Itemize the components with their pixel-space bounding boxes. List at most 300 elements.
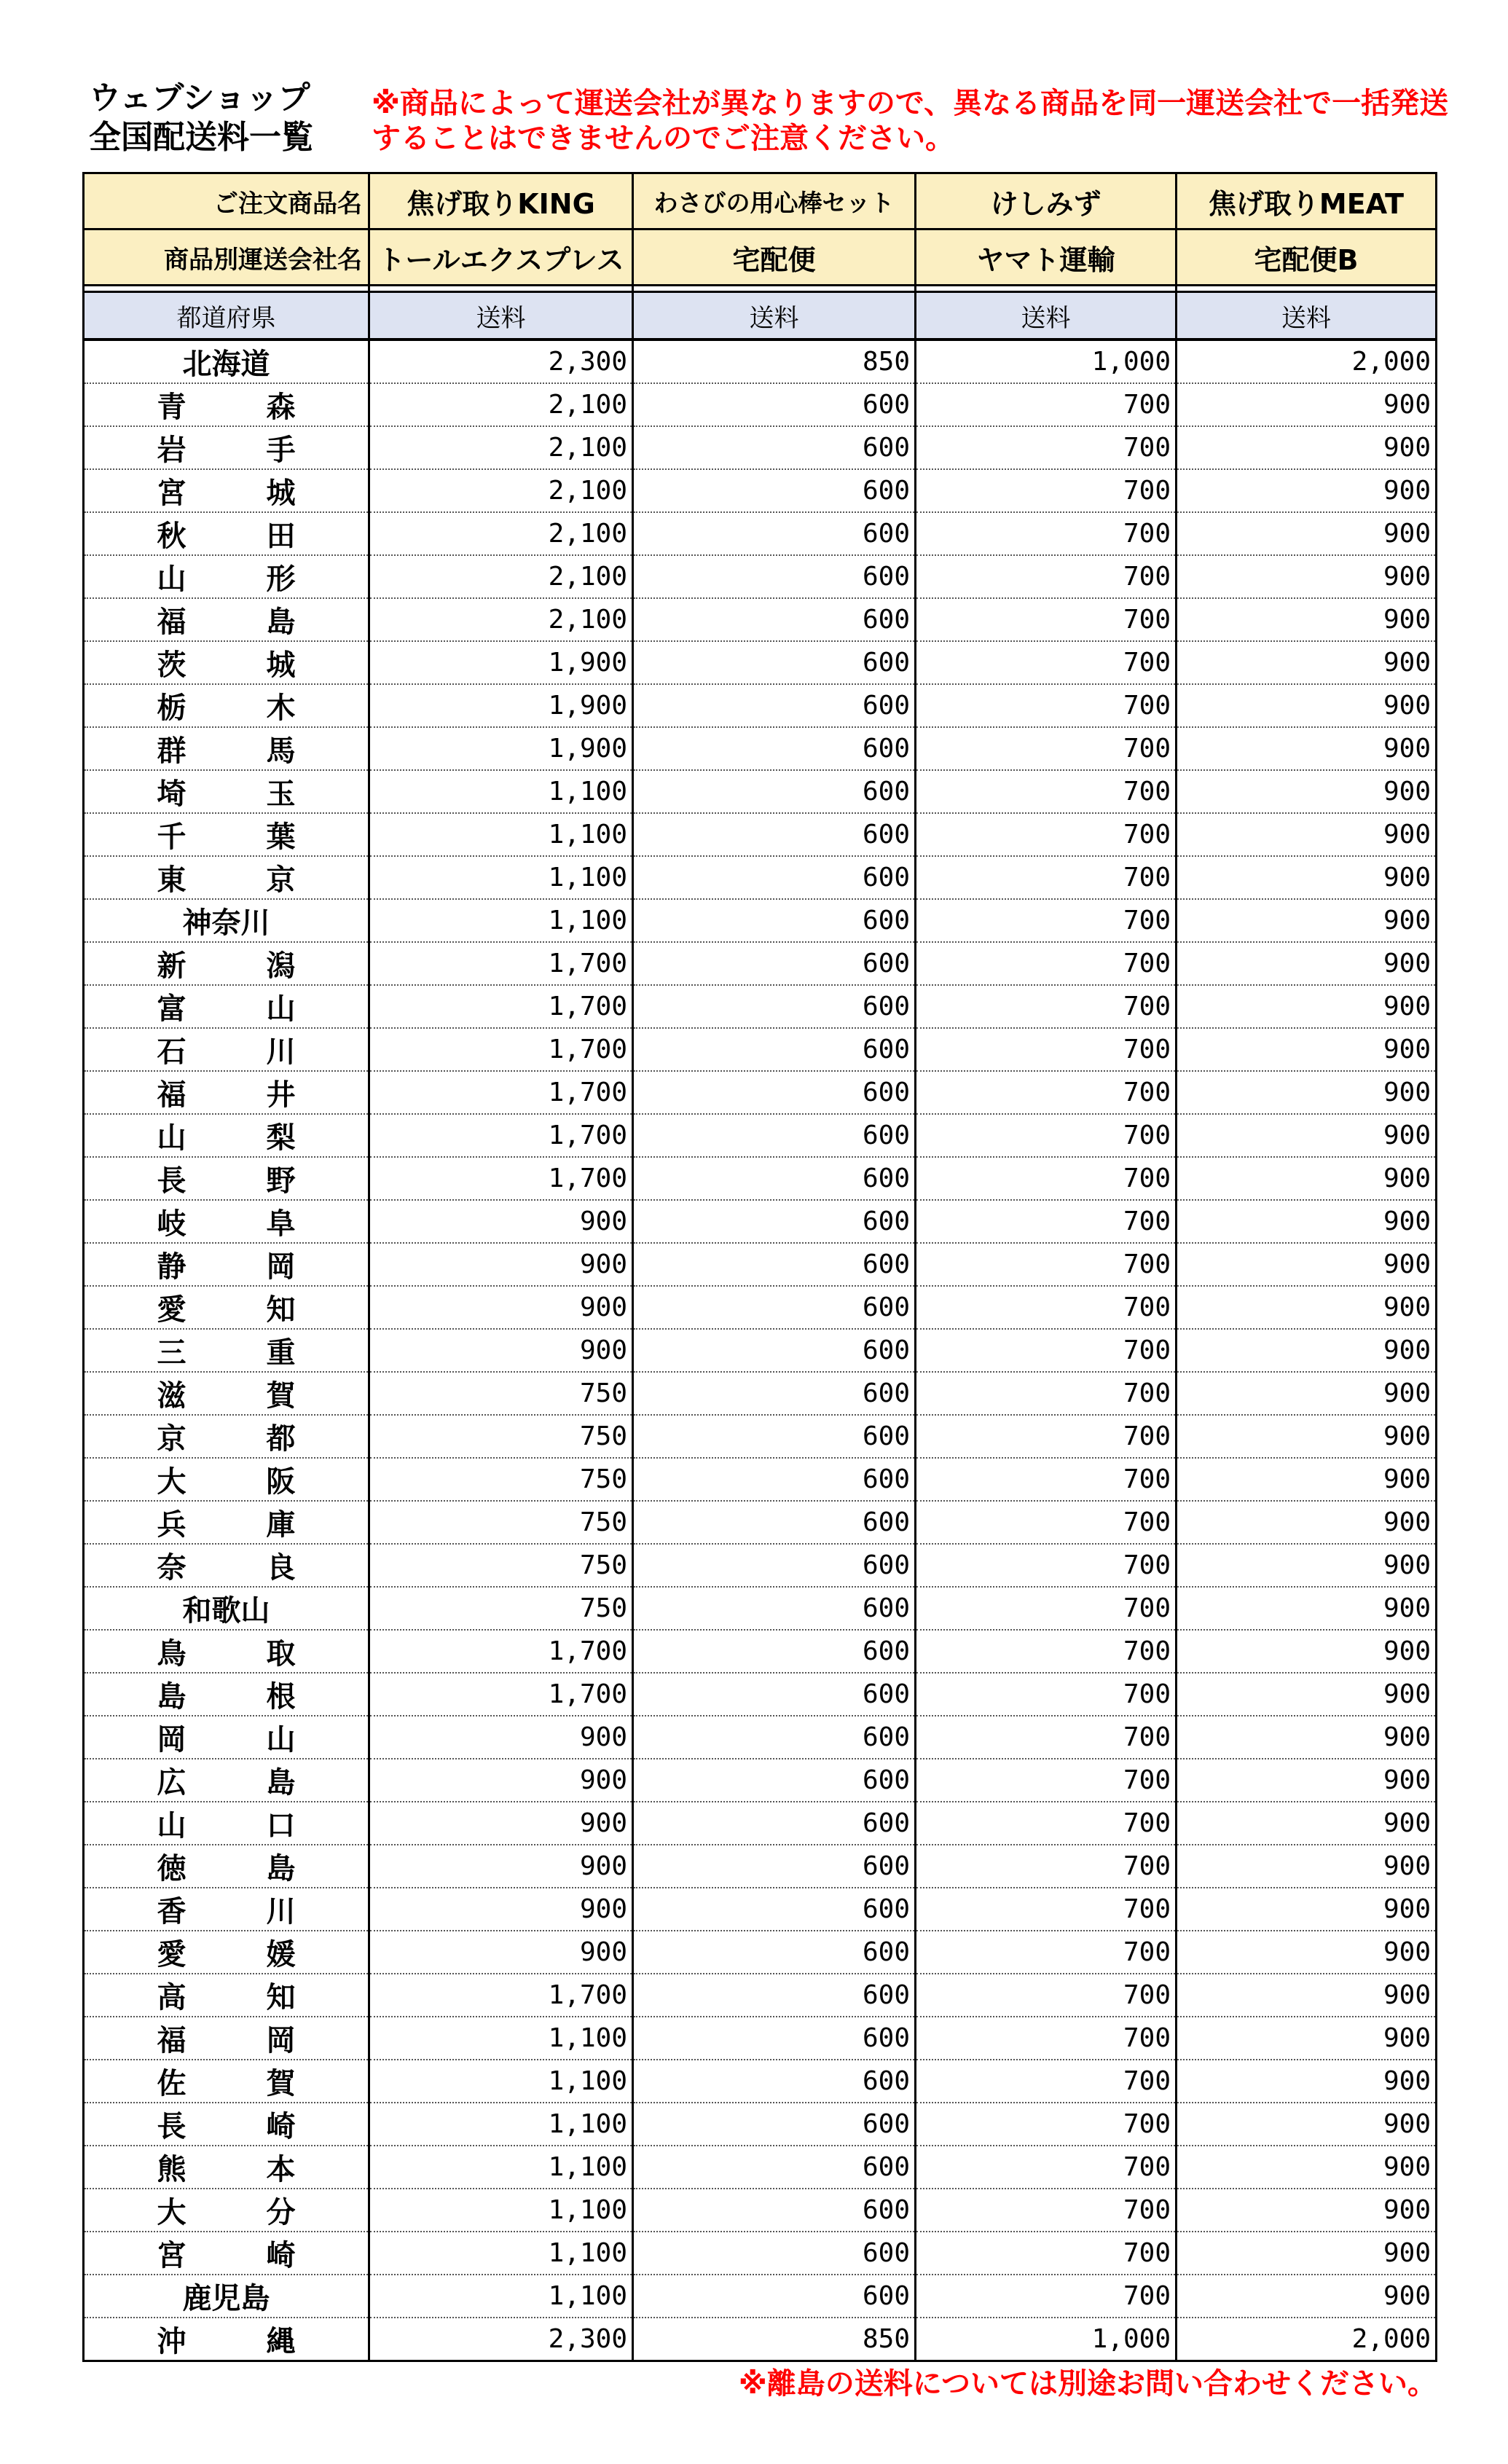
fee-cell: 900 <box>1177 1630 1437 1673</box>
fee-column-header: 送料 <box>1177 292 1437 340</box>
fee-cell: 700 <box>916 1759 1177 1802</box>
prefecture-name: 奈良 <box>157 1551 296 1585</box>
prefecture-name: 岩手 <box>157 433 296 467</box>
carrier-name: 宅配便 <box>633 229 916 286</box>
table-row <box>84 383 1437 426</box>
fee-cell: 1,100 <box>369 2232 633 2275</box>
fee-cell: 900 <box>369 1716 633 1759</box>
fee-cell: 900 <box>1177 942 1437 985</box>
fee-cell: 600 <box>633 684 916 727</box>
fee-cell: 600 <box>633 2189 916 2232</box>
header-gap <box>84 286 1437 292</box>
table-row <box>84 1157 1437 1200</box>
fee-cell: 700 <box>916 426 1177 469</box>
fee-cell: 900 <box>1177 1071 1437 1114</box>
fee-cell: 600 <box>633 426 916 469</box>
fee-cell: 900 <box>1177 598 1437 641</box>
fee-cell: 1,900 <box>369 641 633 684</box>
fee-cell: 600 <box>633 2103 916 2146</box>
prefecture-name: 福井 <box>157 1078 296 1112</box>
product-name: けしみず <box>916 173 1177 229</box>
prefecture-cell <box>84 555 369 598</box>
fee-cell: 600 <box>633 1716 916 1759</box>
fee-cell: 600 <box>633 1759 916 1802</box>
prefecture-name: 茨城 <box>157 648 296 682</box>
fee-cell: 600 <box>633 383 916 426</box>
page-title-line1: ウェブショップ <box>89 79 310 117</box>
fee-cell: 1,100 <box>369 2146 633 2189</box>
fee-cell: 700 <box>916 2060 1177 2103</box>
fee-cell: 850 <box>633 2318 916 2361</box>
table-row <box>84 2189 1437 2232</box>
prefecture-cell <box>84 469 369 512</box>
table-row <box>84 1845 1437 1888</box>
fee-cell: 900 <box>1177 641 1437 684</box>
fee-cell: 2,300 <box>369 2318 633 2361</box>
prefecture-name: 京都 <box>157 1422 296 1456</box>
carrier-name: トールエクスプレス <box>369 229 633 286</box>
prefecture-cell <box>84 1415 369 1458</box>
prefecture-cell <box>84 813 369 856</box>
fee-cell: 700 <box>916 1243 1177 1286</box>
fee-cell: 1,000 <box>916 2318 1177 2361</box>
prefecture-name: 山形 <box>157 562 296 596</box>
fee-cell: 2,000 <box>1177 2318 1437 2361</box>
prefecture-cell <box>84 2017 369 2060</box>
fee-cell: 600 <box>633 641 916 684</box>
fee-cell: 600 <box>633 1028 916 1071</box>
fee-cell: 700 <box>916 856 1177 899</box>
fee-cell: 1,700 <box>369 985 633 1028</box>
fee-cell: 600 <box>633 1845 916 1888</box>
fee-cell: 700 <box>916 2103 1177 2146</box>
table-row <box>84 985 1437 1028</box>
fee-cell: 600 <box>633 2017 916 2060</box>
prefecture-name: 秋田 <box>157 519 296 553</box>
fee-cell: 600 <box>633 1501 916 1544</box>
fee-cell: 900 <box>1177 2275 1437 2318</box>
prefecture-cell <box>84 985 369 1028</box>
fee-cell: 700 <box>916 1415 1177 1458</box>
prefecture-name: 鳥取 <box>157 1637 296 1671</box>
fee-cell: 700 <box>916 1716 1177 1759</box>
fee-cell: 900 <box>369 1243 633 1286</box>
fee-cell: 1,700 <box>369 1028 633 1071</box>
table-row <box>84 1329 1437 1372</box>
table-row <box>84 340 1437 383</box>
prefecture-name: 愛媛 <box>157 1938 296 1971</box>
prefecture-name: 鹿児島 <box>182 2282 270 2315</box>
prefecture-cell <box>84 1630 369 1673</box>
prefecture-cell <box>84 2146 369 2189</box>
fee-column-header: 送料 <box>633 292 916 340</box>
fee-cell: 900 <box>369 1329 633 1372</box>
table-row <box>84 2232 1437 2275</box>
fee-cell: 600 <box>633 770 916 813</box>
fee-cell: 600 <box>633 1544 916 1587</box>
prefecture-name: 宮崎 <box>157 2239 296 2272</box>
column-header-row <box>84 292 1437 340</box>
fee-cell: 1,700 <box>369 1071 633 1114</box>
table-row <box>84 1200 1437 1243</box>
fee-cell: 700 <box>916 1845 1177 1888</box>
prefecture-name: 岐阜 <box>157 1207 296 1241</box>
table-row <box>84 1458 1437 1501</box>
fee-cell: 900 <box>1177 899 1437 942</box>
prefecture-cell <box>84 1888 369 1931</box>
fee-cell: 900 <box>1177 1415 1437 1458</box>
table-row <box>84 641 1437 684</box>
prefecture-name: 埼玉 <box>157 777 296 811</box>
fee-cell: 700 <box>916 899 1177 942</box>
prefecture-cell <box>84 942 369 985</box>
fee-cell: 1,100 <box>369 2017 633 2060</box>
prefecture-cell <box>84 2318 369 2361</box>
fee-cell: 700 <box>916 1372 1177 1415</box>
fee-cell: 600 <box>633 512 916 555</box>
product-header-row <box>84 173 1437 229</box>
table-row <box>84 1544 1437 1587</box>
fee-cell: 600 <box>633 1372 916 1415</box>
prefecture-name: 長崎 <box>157 2110 296 2143</box>
prefecture-name: 群馬 <box>157 734 296 768</box>
fee-cell: 700 <box>916 469 1177 512</box>
table-row <box>84 2275 1437 2318</box>
prefecture-cell <box>84 684 369 727</box>
fee-cell: 700 <box>916 512 1177 555</box>
prefecture-cell <box>84 1587 369 1630</box>
fee-cell: 600 <box>633 598 916 641</box>
fee-cell: 600 <box>633 899 916 942</box>
fee-cell: 600 <box>633 942 916 985</box>
prefecture-name: 熊本 <box>157 2153 296 2186</box>
fee-cell: 900 <box>369 1802 633 1845</box>
fee-cell: 700 <box>916 641 1177 684</box>
fee-cell: 2,100 <box>369 555 633 598</box>
fee-cell: 600 <box>633 1888 916 1931</box>
table-row <box>84 899 1437 942</box>
prefecture-name: 愛知 <box>157 1293 296 1327</box>
prefecture-name: 新潟 <box>157 949 296 983</box>
fee-cell: 900 <box>369 1931 633 1974</box>
fee-cell: 600 <box>633 856 916 899</box>
fee-cell: 900 <box>1177 727 1437 770</box>
prefecture-cell <box>84 1802 369 1845</box>
table-row <box>84 598 1437 641</box>
fee-cell: 600 <box>633 2232 916 2275</box>
table-row <box>84 942 1437 985</box>
fee-cell: 700 <box>916 1114 1177 1157</box>
table-row <box>84 426 1437 469</box>
fee-cell: 600 <box>633 1458 916 1501</box>
prefecture-name: 岡山 <box>157 1723 296 1757</box>
fee-cell: 700 <box>916 1544 1177 1587</box>
prefecture-cell <box>84 598 369 641</box>
prefecture-name: 香川 <box>157 1895 296 1929</box>
pref-column-header: 都道府県 <box>84 292 369 340</box>
fee-cell: 600 <box>633 469 916 512</box>
fee-cell: 900 <box>1177 856 1437 899</box>
prefecture-name: 長野 <box>157 1164 296 1198</box>
fee-cell: 600 <box>633 985 916 1028</box>
fee-cell: 600 <box>633 2275 916 2318</box>
fee-cell: 1,100 <box>369 770 633 813</box>
fee-cell: 1,100 <box>369 899 633 942</box>
fee-cell: 900 <box>1177 1845 1437 1888</box>
page-title-line2: 全国配送料一覧 <box>89 119 313 156</box>
prefecture-cell <box>84 1759 369 1802</box>
fee-cell: 700 <box>916 1888 1177 1931</box>
carrier-name: ヤマト運輸 <box>916 229 1177 286</box>
shipping-fee-table <box>82 172 1437 2362</box>
fee-cell: 1,700 <box>369 1114 633 1157</box>
fee-cell: 600 <box>633 1286 916 1329</box>
table-row <box>84 1501 1437 1544</box>
fee-cell: 2,100 <box>369 383 633 426</box>
fee-cell: 600 <box>633 1630 916 1673</box>
prefecture-cell <box>84 1243 369 1286</box>
fee-cell: 900 <box>1177 684 1437 727</box>
footer-note: ※離島の送料については別途お問い合わせください。 <box>738 2367 1437 2401</box>
prefecture-name: 山梨 <box>157 1121 296 1155</box>
fee-cell: 900 <box>369 1200 633 1243</box>
fee-cell: 600 <box>633 555 916 598</box>
prefecture-name: 大分 <box>157 2196 296 2229</box>
fee-cell: 900 <box>1177 1114 1437 1157</box>
table-row <box>84 1759 1437 1802</box>
fee-cell: 700 <box>916 985 1177 1028</box>
fee-cell: 900 <box>1177 1673 1437 1716</box>
fee-cell: 600 <box>633 2146 916 2189</box>
fee-cell: 700 <box>916 2189 1177 2232</box>
fee-cell: 600 <box>633 1673 916 1716</box>
carrier-name: 宅配便B <box>1177 229 1437 286</box>
table-row <box>84 856 1437 899</box>
fee-cell: 700 <box>916 1028 1177 1071</box>
prefecture-name: 徳島 <box>157 1852 296 1886</box>
fee-column-header: 送料 <box>916 292 1177 340</box>
fee-cell: 900 <box>1177 1544 1437 1587</box>
fee-cell: 1,100 <box>369 2103 633 2146</box>
table-row <box>84 1286 1437 1329</box>
prefecture-cell <box>84 1372 369 1415</box>
prefecture-name: 千葉 <box>157 820 296 854</box>
fee-cell: 1,700 <box>369 942 633 985</box>
fee-cell: 2,100 <box>369 598 633 641</box>
fee-cell: 900 <box>1177 1200 1437 1243</box>
fee-cell: 900 <box>1177 1501 1437 1544</box>
table-row <box>84 813 1437 856</box>
prefecture-cell <box>84 1716 369 1759</box>
prefecture-cell <box>84 1931 369 1974</box>
prefecture-cell <box>84 641 369 684</box>
table-row <box>84 770 1437 813</box>
prefecture-cell <box>84 727 369 770</box>
fee-cell: 1,700 <box>369 1673 633 1716</box>
fee-cell: 900 <box>1177 1458 1437 1501</box>
table-row <box>84 1673 1437 1716</box>
fee-cell: 600 <box>633 1200 916 1243</box>
fee-cell: 900 <box>1177 1157 1437 1200</box>
product-label: ご注文商品名 <box>84 173 369 229</box>
fee-cell: 1,900 <box>369 727 633 770</box>
fee-cell: 600 <box>633 1243 916 1286</box>
fee-cell: 1,100 <box>369 2189 633 2232</box>
table-row <box>84 1372 1437 1415</box>
fee-cell: 600 <box>633 1587 916 1630</box>
prefecture-cell <box>84 1458 369 1501</box>
fee-cell: 700 <box>916 727 1177 770</box>
fee-cell: 700 <box>916 1673 1177 1716</box>
prefecture-name: 福岡 <box>157 2024 296 2057</box>
prefecture-cell <box>84 1329 369 1372</box>
fee-cell: 700 <box>916 942 1177 985</box>
fee-cell: 900 <box>1177 2189 1437 2232</box>
table-row <box>84 1931 1437 1974</box>
table-row <box>84 2103 1437 2146</box>
fee-cell: 600 <box>633 1802 916 1845</box>
prefecture-cell <box>84 2103 369 2146</box>
fee-cell: 900 <box>1177 1329 1437 1372</box>
prefecture-cell <box>84 2275 369 2318</box>
fee-cell: 700 <box>916 1200 1177 1243</box>
fee-cell: 600 <box>633 2060 916 2103</box>
page-title <box>89 79 313 157</box>
fee-cell: 1,900 <box>369 684 633 727</box>
prefecture-cell <box>84 2232 369 2275</box>
prefecture-name: 滋賀 <box>157 1379 296 1413</box>
fee-cell: 750 <box>369 1372 633 1415</box>
fee-cell: 900 <box>1177 555 1437 598</box>
fee-cell: 2,100 <box>369 426 633 469</box>
table-row <box>84 684 1437 727</box>
fee-cell: 2,100 <box>369 469 633 512</box>
fee-cell: 900 <box>369 1888 633 1931</box>
fee-cell: 900 <box>369 1759 633 1802</box>
fee-cell: 700 <box>916 2232 1177 2275</box>
table-row <box>84 2318 1437 2361</box>
fee-cell: 900 <box>1177 512 1437 555</box>
fee-cell: 700 <box>916 1458 1177 1501</box>
prefecture-name: 山口 <box>157 1809 296 1843</box>
fee-cell: 600 <box>633 1071 916 1114</box>
prefecture-name: 和歌山 <box>182 1594 270 1628</box>
table-row <box>84 1974 1437 2017</box>
prefecture-name: 宮城 <box>157 476 296 510</box>
prefecture-cell <box>84 340 369 383</box>
fee-cell: 700 <box>916 2017 1177 2060</box>
fee-cell: 700 <box>916 1931 1177 1974</box>
prefecture-name: 静岡 <box>157 1250 296 1284</box>
shipping-notice: ※商品によって運送会社が異なりますので、異なる商品を同一運送会社で一括発送することはできませんのでご注意ください。 <box>372 87 1449 155</box>
carrier-label: 商品別運送会社名 <box>84 229 369 286</box>
fee-cell: 750 <box>369 1544 633 1587</box>
fee-cell: 1,100 <box>369 856 633 899</box>
prefecture-name: 富山 <box>157 992 296 1026</box>
fee-cell: 600 <box>633 1974 916 2017</box>
fee-cell: 750 <box>369 1458 633 1501</box>
fee-cell: 2,100 <box>369 512 633 555</box>
prefecture-cell <box>84 1286 369 1329</box>
prefecture-name: 栃木 <box>157 691 296 725</box>
fee-cell: 750 <box>369 1415 633 1458</box>
fee-cell: 1,700 <box>369 1630 633 1673</box>
table-row <box>84 1415 1437 1458</box>
fee-cell: 900 <box>1177 1802 1437 1845</box>
table-row <box>84 1716 1437 1759</box>
fee-cell: 900 <box>1177 426 1437 469</box>
fee-cell: 900 <box>1177 469 1437 512</box>
fee-cell: 700 <box>916 1587 1177 1630</box>
fee-cell: 900 <box>1177 1759 1437 1802</box>
fee-cell: 700 <box>916 1157 1177 1200</box>
fee-cell: 900 <box>1177 1286 1437 1329</box>
prefecture-name: 青森 <box>157 391 296 424</box>
prefecture-name: 沖縄 <box>157 2325 296 2358</box>
table-row <box>84 1802 1437 1845</box>
prefecture-name: 高知 <box>157 1981 296 2014</box>
prefecture-name: 大阪 <box>157 1465 296 1499</box>
prefecture-cell <box>84 1501 369 1544</box>
prefecture-cell <box>84 1200 369 1243</box>
fee-cell: 900 <box>1177 383 1437 426</box>
fee-cell: 600 <box>633 1329 916 1372</box>
fee-cell: 900 <box>1177 1974 1437 2017</box>
prefecture-cell <box>84 512 369 555</box>
fee-cell: 700 <box>916 383 1177 426</box>
prefecture-cell <box>84 1544 369 1587</box>
product-name: わさびの用心棒セット <box>633 173 916 229</box>
prefecture-cell <box>84 1157 369 1200</box>
fee-cell: 1,700 <box>369 1974 633 2017</box>
table-row <box>84 555 1437 598</box>
fee-cell: 700 <box>916 1329 1177 1372</box>
prefecture-name: 東京 <box>157 863 296 897</box>
fee-cell: 700 <box>916 1501 1177 1544</box>
table-row <box>84 1587 1437 1630</box>
fee-cell: 600 <box>633 1114 916 1157</box>
fee-cell: 1,100 <box>369 2060 633 2103</box>
prefecture-cell <box>84 856 369 899</box>
product-name: 焦げ取りMEAT <box>1177 173 1437 229</box>
prefecture-name: 石川 <box>157 1035 296 1069</box>
product-name: 焦げ取りKING <box>369 173 633 229</box>
prefecture-cell <box>84 1071 369 1114</box>
fee-cell: 900 <box>1177 1931 1437 1974</box>
fee-cell: 900 <box>1177 1243 1437 1286</box>
fee-cell: 700 <box>916 1071 1177 1114</box>
fee-cell: 600 <box>633 1157 916 1200</box>
fee-cell: 700 <box>916 1974 1177 2017</box>
prefecture-cell <box>84 1114 369 1157</box>
prefecture-name: 三重 <box>157 1336 296 1370</box>
fee-cell: 900 <box>1177 1028 1437 1071</box>
prefecture-name: 北海道 <box>182 348 270 381</box>
fee-cell: 600 <box>633 813 916 856</box>
prefecture-cell <box>84 770 369 813</box>
fee-cell: 900 <box>1177 1888 1437 1931</box>
prefecture-name: 佐賀 <box>157 2067 296 2100</box>
prefecture-cell <box>84 1028 369 1071</box>
table-row <box>84 1888 1437 1931</box>
fee-cell: 700 <box>916 1802 1177 1845</box>
fee-cell: 900 <box>1177 2103 1437 2146</box>
fee-cell: 900 <box>1177 1372 1437 1415</box>
table-row <box>84 1630 1437 1673</box>
fee-cell: 900 <box>1177 985 1437 1028</box>
fee-cell: 700 <box>916 598 1177 641</box>
table-row <box>84 512 1437 555</box>
